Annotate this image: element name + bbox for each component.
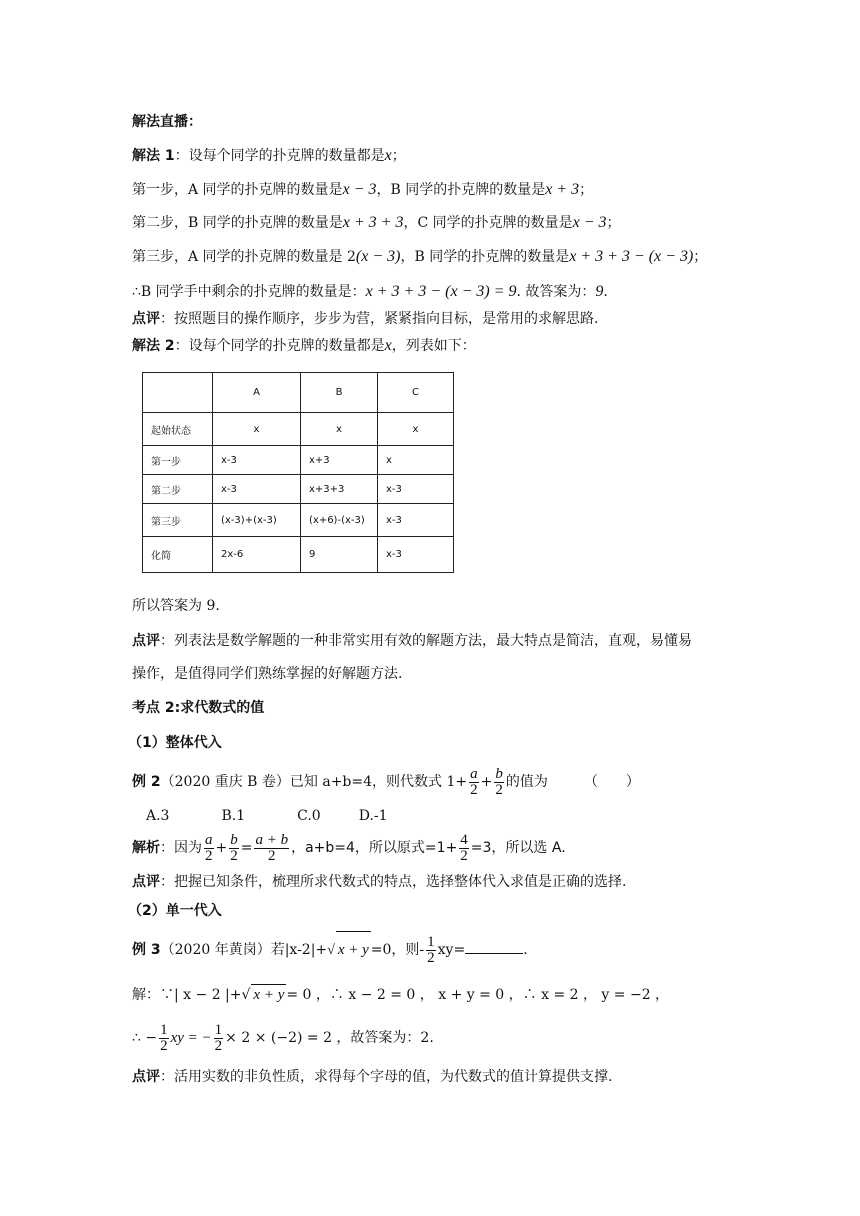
option-d: D.-1 <box>358 808 388 824</box>
example3: 例 3（2020 年黄岗）若|x-2|+√ x + y =0，则- $\frac{1}{2}$ xy= . <box>132 931 528 969</box>
math: x + 3 + 3 − (x − 3) <box>569 248 694 265</box>
fraction <box>494 767 504 798</box>
method2-label: 解法 2 <box>132 338 175 354</box>
text: ：活用实数的非负性质，求得每个字母的值，为代数式的值计算提供支撑. <box>160 1069 613 1085</box>
numerator: 1 <box>214 1021 223 1038</box>
text: . <box>523 942 528 958</box>
solution3-line2 <box>132 1020 434 1056</box>
option-a: A.3 <box>146 808 170 824</box>
numerator: b <box>230 831 238 848</box>
table-cell: x <box>301 413 378 446</box>
fraction <box>214 1023 224 1054</box>
table-cell: (x+6)-(x-3) <box>301 504 378 537</box>
text: . <box>603 284 608 300</box>
math: x + 3 + 3 <box>342 214 404 231</box>
example2 <box>132 764 640 800</box>
answer-blank <box>465 941 523 954</box>
table-cell: 9 <box>301 537 378 573</box>
fraction <box>469 767 479 798</box>
table-cell: x-3 <box>213 475 301 504</box>
text: × 2 × (−2) = 2 ，故答案为：2. <box>225 1030 434 1046</box>
fraction <box>204 833 214 864</box>
text: 第一步，A 同学的扑克牌的数量是 <box>132 182 343 198</box>
text: ，C 同学的扑克牌的数量是 <box>403 215 573 231</box>
text: （2020 重庆 B 卷）已知 a+b=4，则代数式 1+ <box>160 774 468 790</box>
text: ； <box>693 249 708 265</box>
fraction <box>159 1023 169 1054</box>
table-cell: x-3 <box>378 504 454 537</box>
numerator: a <box>205 831 213 848</box>
option-c: C.0 <box>297 808 321 824</box>
table-header-cell: A <box>213 373 301 413</box>
step1-line <box>132 180 593 200</box>
text: ：因为 <box>160 840 202 856</box>
math: x <box>384 147 392 164</box>
text: ：把握已知条件，梳理所求代数式的特点，选择整体代入求值是正确的选择. <box>160 874 627 890</box>
text: ∴B 同学手中剩余的扑克牌的数量是： <box>132 284 366 300</box>
fraction <box>426 935 436 966</box>
table-cell: x-3 <box>378 537 454 573</box>
text: ：设每个同学的扑克牌的数量都是 <box>174 148 385 164</box>
text: ； <box>579 182 594 198</box>
text: 第三步，A 同学的扑克牌的数量是 2 <box>132 249 356 265</box>
comment1 <box>132 309 598 329</box>
solution-label: 解析 <box>132 840 160 856</box>
section-heading: 解法直播： <box>132 114 202 130</box>
comment-label: 点评 <box>132 1069 160 1085</box>
denominator: 2 <box>460 847 468 864</box>
comment-label: 点评 <box>132 311 160 327</box>
fraction <box>459 833 469 864</box>
table-row-label: 第一步 <box>143 446 213 475</box>
text: 的值为 <box>505 774 548 790</box>
table-row-label: 化简 <box>143 537 213 573</box>
table-cell: x-3 <box>378 475 454 504</box>
comment2-line1 <box>132 631 692 651</box>
denominator: 2 <box>268 847 276 864</box>
table-header-cell: B <box>301 373 378 413</box>
table-cell: x+3+3 <box>301 475 378 504</box>
text: ，列表如下： <box>391 338 476 354</box>
table-cell: x <box>378 413 454 446</box>
text: ：按照题目的操作顺序，步步为营，紧紧指向目标，是常用的求解思路. <box>160 311 599 327</box>
text: ：列表法是数学解题的一种非常实用有效的解题方法，最大特点是简洁，直观，易懂易 <box>160 633 692 649</box>
fraction <box>254 833 289 864</box>
step3-line <box>132 247 707 267</box>
math: x − 3 <box>342 181 377 198</box>
numerator: a + b <box>255 831 289 848</box>
example-label: 例 3 <box>132 942 161 958</box>
solution2 <box>132 830 566 866</box>
text: = <box>240 840 253 856</box>
math: x − 3 <box>572 214 607 231</box>
table-row <box>143 504 454 537</box>
text: xy = − <box>170 1030 212 1046</box>
kaodian-heading: 考点 2:求代数式的值 <box>132 700 265 716</box>
table-row <box>143 446 454 475</box>
text: ，a+b=4，所以原式=1+ <box>291 840 458 856</box>
table-cell: 2x-6 <box>213 537 301 573</box>
text: （2020 年黄岗）若|x-2|+ <box>160 942 328 958</box>
text: . 故答案为： <box>516 284 596 300</box>
answer2: 所以答案为 9. <box>132 598 220 614</box>
method1-intro <box>132 146 406 166</box>
text: ：设每个同学的扑克牌的数量都是 <box>174 338 385 354</box>
text: ； <box>391 148 406 164</box>
text: ，B 同学的扑克牌的数量是 <box>400 249 570 265</box>
numerator: 4 <box>460 831 468 848</box>
text: 解：∵| x − 2 |+ <box>132 987 242 1003</box>
math: x + 3 + 3 − (x − 3) = 9 <box>365 283 517 300</box>
numerator: a <box>470 765 478 782</box>
numerator: 1 <box>160 1021 168 1038</box>
math: x + 3 <box>545 181 580 198</box>
table-row-label: 起始状态 <box>143 413 213 446</box>
table-header-row <box>143 373 454 413</box>
comment4 <box>132 1067 612 1087</box>
steps-table <box>142 372 454 573</box>
radicand: x + y <box>251 984 286 1005</box>
fraction <box>229 833 239 864</box>
radicand: x + y <box>336 931 371 968</box>
table-cell: x-3 <box>213 446 301 475</box>
answer-paren: （ ） <box>583 774 640 790</box>
text: + <box>215 840 228 856</box>
text: =0，则- <box>370 942 425 958</box>
comment2-line2: 操作，是值得同学们熟练掌握的好解题方法. <box>132 666 403 682</box>
option-b: B.1 <box>221 808 246 824</box>
table-cell: x+3 <box>301 446 378 475</box>
table-header-cell: C <box>378 373 454 413</box>
table-row <box>143 413 454 446</box>
table-row <box>143 475 454 504</box>
denominator: 2 <box>470 781 478 798</box>
table-cell: x <box>213 413 301 446</box>
comment-label: 点评 <box>132 633 160 649</box>
step2-line <box>132 213 621 233</box>
method1-label: 解法 1 <box>132 148 175 164</box>
denominator: 2 <box>230 847 238 864</box>
comment-label: 点评 <box>132 874 160 890</box>
text: ∴ − <box>132 1030 158 1046</box>
method2-intro <box>132 336 476 356</box>
table-row-label: 第二步 <box>143 475 213 504</box>
conclusion-line <box>132 282 608 302</box>
text: =3，所以选 A. <box>470 840 566 856</box>
table-cell: (x-3)+(x-3) <box>213 504 301 537</box>
subsection1-heading: （1）整体代入 <box>128 735 222 751</box>
example-label: 例 2 <box>132 774 161 790</box>
math: 9 <box>595 283 604 300</box>
table-cell <box>143 373 213 413</box>
table-cell: x <box>378 446 454 475</box>
text: + <box>480 774 493 790</box>
denominator: 2 <box>214 1037 223 1054</box>
denominator: 2 <box>495 781 503 798</box>
math: x <box>384 337 392 354</box>
comment3 <box>132 872 626 892</box>
text: xy= <box>437 942 466 958</box>
denominator: 2 <box>160 1037 168 1054</box>
numerator: b <box>495 765 503 782</box>
text: ； <box>606 215 621 231</box>
table-row <box>143 537 454 573</box>
text: ，B 同学的扑克牌的数量是 <box>376 182 546 198</box>
numerator: 1 <box>427 933 435 950</box>
text: = 0 ，∴ x − 2 = 0 ， x + y = 0 ，∴ x = 2 ， y = −2 ， <box>286 987 670 1003</box>
math: (x − 3) <box>355 248 401 265</box>
denominator: 2 <box>205 847 213 864</box>
table-row-label: 第三步 <box>143 504 213 537</box>
text: 第二步，B 同学的扑克牌的数量是 <box>132 215 343 231</box>
options <box>146 806 388 826</box>
denominator: 2 <box>427 949 435 966</box>
solution3-line1: 解：∵| x − 2 |+√ x + y = 0 ，∴ x − 2 = 0 ， x + y = 0 ，∴ x = 2 ， y = −2 ， <box>132 984 669 1005</box>
subsection2-heading: （2）单一代入 <box>128 903 222 919</box>
